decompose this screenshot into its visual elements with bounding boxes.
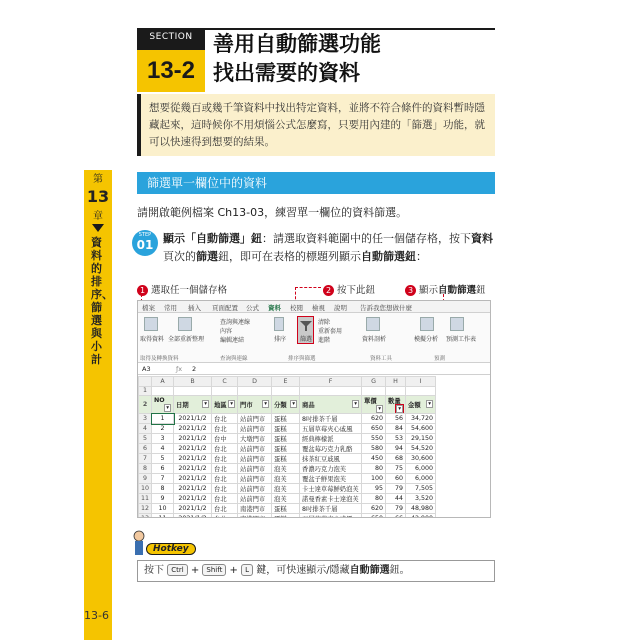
- step-text-3: 資料: [471, 232, 493, 245]
- step-text: [163, 230, 495, 266]
- cell[interactable]: 台中: [212, 434, 238, 444]
- cell[interactable]: [362, 514, 386, 518]
- callout-3-text-a: 顯示: [419, 285, 439, 296]
- row-header[interactable]: [139, 514, 152, 518]
- cell[interactable]: 80: [362, 494, 386, 504]
- header-cell-label: 日期: [176, 402, 189, 410]
- tab-insert[interactable]: 插入: [188, 304, 201, 312]
- cell[interactable]: 站前門市: [238, 454, 272, 464]
- autofilter-dropdown-icon[interactable]: ▾: [292, 401, 296, 408]
- row-header[interactable]: 4: [139, 424, 152, 434]
- cell[interactable]: 44: [386, 494, 406, 504]
- cell[interactable]: 94: [386, 444, 406, 454]
- cell[interactable]: 8: [152, 484, 174, 494]
- forecast-icon[interactable]: [450, 317, 464, 331]
- key-shift: Shift: [202, 564, 226, 576]
- column-header[interactable]: I: [406, 377, 436, 387]
- cell[interactable]: 經典檸檬派: [300, 434, 362, 444]
- cell[interactable]: 54,600: [406, 424, 436, 434]
- tab-file[interactable]: 檔案: [142, 304, 155, 312]
- cell[interactable]: 2021/1/2: [174, 424, 212, 434]
- intro-paragraph: 想要從幾百或幾千筆資料中找出特定資料，並將不符合條件的資料暫時隱藏起來，這時候你不用煩惱公式怎麼寫，只要用內建的「篩選」功能，就可以快速得到想要的結果。: [137, 94, 495, 156]
- worksheet-table: [138, 376, 436, 518]
- hotkey-text-d: 鈕。: [389, 565, 410, 576]
- cell[interactable]: 站前門市: [238, 424, 272, 434]
- tab-page-layout[interactable]: 頁面配置: [212, 304, 238, 312]
- callout-1-number: 1: [137, 285, 148, 296]
- cell[interactable]: 2021/1/2: [174, 494, 212, 504]
- forecast-button[interactable]: 預測工作表: [446, 336, 477, 343]
- funnel-icon: [299, 320, 313, 332]
- table-header-row: [139, 396, 436, 414]
- table-row: [139, 474, 436, 484]
- autofilter-dropdown-icon[interactable]: ▾: [230, 401, 234, 408]
- cell[interactable]: 1: [152, 414, 174, 424]
- cell[interactable]: [238, 514, 272, 518]
- refresh-all-button[interactable]: 全部重新整理: [168, 336, 205, 343]
- section-badge: [137, 28, 205, 92]
- table-row: [139, 504, 436, 514]
- header-cell-label: 地區: [214, 402, 227, 410]
- header-cell-label: 金額: [408, 402, 421, 410]
- cell[interactable]: [174, 386, 212, 396]
- autofilter-dropdown-icon[interactable]: ▾: [354, 401, 358, 408]
- column-header[interactable]: A: [152, 377, 174, 387]
- autofilter-dropdown-icon[interactable]: ▾: [166, 405, 170, 412]
- tab-formulas[interactable]: 公式: [246, 304, 259, 312]
- cell[interactable]: 60: [386, 474, 406, 484]
- cell[interactable]: 3,520: [406, 494, 436, 504]
- cell[interactable]: 48,980: [406, 504, 436, 514]
- cell[interactable]: 蛋糕: [272, 434, 300, 444]
- chapter-number: 13: [86, 187, 110, 206]
- cell[interactable]: 2021/1/2: [174, 434, 212, 444]
- chapter-zhang: 章: [93, 211, 103, 222]
- sort-button[interactable]: 排序: [274, 336, 287, 343]
- cell[interactable]: [272, 386, 300, 396]
- cell[interactable]: [386, 514, 406, 518]
- section-number: 13-2: [137, 50, 205, 92]
- row-header[interactable]: 8: [139, 464, 152, 474]
- cell[interactable]: 30,600: [406, 454, 436, 464]
- text-to-columns-icon[interactable]: [366, 317, 380, 331]
- cell[interactable]: 台北: [212, 444, 238, 454]
- cell[interactable]: 台北: [212, 474, 238, 484]
- cell[interactable]: 泡芙: [272, 474, 300, 484]
- column-header[interactable]: F: [300, 377, 362, 387]
- row-header[interactable]: 10: [139, 484, 152, 494]
- header-cell-label: 單價: [364, 398, 377, 406]
- tab-review[interactable]: 校閱: [290, 304, 303, 312]
- cell[interactable]: 泡芙: [272, 494, 300, 504]
- row-header[interactable]: 12: [139, 504, 152, 514]
- cell[interactable]: 6,000: [406, 464, 436, 474]
- cell[interactable]: 9: [152, 494, 174, 504]
- row-header[interactable]: 6: [139, 444, 152, 454]
- cell[interactable]: 79: [386, 484, 406, 494]
- chapter-side-tab: [84, 170, 112, 640]
- tell-me-box[interactable]: 告訴我您想做什麼: [360, 304, 412, 312]
- cell[interactable]: 站前門市: [238, 414, 272, 424]
- callout-1-text: 選取任一個儲存格: [151, 285, 228, 296]
- header-cell[interactable]: [272, 396, 300, 414]
- tab-home[interactable]: 常用: [164, 304, 177, 312]
- row-header[interactable]: 1: [139, 386, 152, 396]
- cell[interactable]: 五層草莓夾心戚風: [300, 424, 362, 434]
- header-cell[interactable]: [406, 396, 436, 414]
- properties-button[interactable]: 內容: [220, 328, 233, 335]
- column-header[interactable]: G: [362, 377, 386, 387]
- clear-button[interactable]: 清除: [318, 319, 331, 326]
- excel-screenshot: [137, 300, 491, 518]
- table-row: [139, 414, 436, 424]
- column-header[interactable]: E: [272, 377, 300, 387]
- column-header-row: [139, 377, 436, 387]
- table-row: [139, 464, 436, 474]
- header-cell[interactable]: [300, 396, 362, 414]
- group-label-sort-filter: 排序與篩選: [288, 356, 316, 362]
- cell[interactable]: [212, 514, 238, 518]
- formula-bar: [138, 364, 490, 375]
- table-row: [139, 454, 436, 464]
- callout-2-text: 按下此鈕: [337, 285, 376, 296]
- whatif-button[interactable]: 模擬分析: [414, 336, 439, 343]
- cell[interactable]: 550: [362, 434, 386, 444]
- header-cell-label: 商品: [302, 402, 315, 410]
- header-cell[interactable]: [238, 396, 272, 414]
- header-cell[interactable]: [386, 396, 406, 414]
- page-number: 13-6: [84, 609, 109, 622]
- cell[interactable]: [152, 514, 174, 518]
- header-cell[interactable]: [174, 396, 212, 414]
- cell[interactable]: 580: [362, 444, 386, 454]
- cell[interactable]: 34,720: [406, 414, 436, 424]
- cell[interactable]: 29,150: [406, 434, 436, 444]
- cell[interactable]: 75: [386, 464, 406, 474]
- cell[interactable]: 2021/1/2: [174, 454, 212, 464]
- section-title-line2: 找出需要的資料: [213, 61, 360, 85]
- cell[interactable]: 蛋糕: [272, 424, 300, 434]
- row-header[interactable]: 7: [139, 454, 152, 464]
- cell[interactable]: 8吋排茶千層: [300, 504, 362, 514]
- cell[interactable]: 620: [362, 414, 386, 424]
- group-label-forecast: 預測: [434, 356, 446, 362]
- table-row: [139, 484, 436, 494]
- row-header[interactable]: 9: [139, 474, 152, 484]
- ribbon: [138, 313, 490, 363]
- chapter-topic: 資料的排序、篩選與小計: [91, 236, 113, 366]
- column-header[interactable]: D: [238, 377, 272, 387]
- get-data-button[interactable]: 取得資料: [140, 336, 165, 343]
- step-heading: 顯示「自動篩選」鈕: [163, 232, 262, 245]
- cell[interactable]: 台北: [212, 454, 238, 464]
- cell[interactable]: 620: [362, 504, 386, 514]
- cell[interactable]: 站前門市: [238, 444, 272, 454]
- autofilter-dropdown-icon[interactable]: ▾: [264, 401, 268, 408]
- hotkey-text-b: 鍵，可快速顯示/隱藏: [256, 565, 350, 576]
- cell[interactable]: 站前門市: [238, 474, 272, 484]
- column-header[interactable]: [139, 377, 152, 387]
- cell[interactable]: 泡芙: [272, 464, 300, 474]
- cell[interactable]: 2021/1/2: [174, 444, 212, 454]
- table-row: [139, 424, 436, 434]
- hotkey-plus-1: +: [190, 565, 200, 576]
- cell[interactable]: [362, 386, 386, 396]
- autofilter-dropdown-icon[interactable]: ▾: [398, 406, 402, 413]
- cell[interactable]: 6: [152, 464, 174, 474]
- cell[interactable]: 台北: [212, 494, 238, 504]
- cell[interactable]: 84: [386, 424, 406, 434]
- callout-3-text-b: 自動篩選: [438, 285, 477, 296]
- cell[interactable]: 650: [362, 424, 386, 434]
- cell[interactable]: [406, 514, 436, 518]
- callout-2-number: 2: [323, 285, 334, 296]
- cell[interactable]: [212, 386, 238, 396]
- section-title-line1: 善用自動篩選功能: [213, 32, 381, 56]
- cell[interactable]: 2021/1/2: [174, 464, 212, 474]
- cell[interactable]: 2021/1/2: [174, 484, 212, 494]
- header-cell-label: 門市: [240, 402, 253, 410]
- cell[interactable]: 南港門市: [238, 504, 272, 514]
- cell[interactable]: 100: [362, 474, 386, 484]
- column-header[interactable]: C: [212, 377, 238, 387]
- step-text-8: ：: [416, 250, 427, 263]
- cell[interactable]: 95: [362, 484, 386, 494]
- step-badge: [132, 230, 158, 256]
- cell[interactable]: 蛋糕: [272, 454, 300, 464]
- step-text-7: 自動篩選鈕: [361, 250, 416, 263]
- cell[interactable]: 6,000: [406, 474, 436, 484]
- step-text-4: 頁次的: [163, 250, 196, 263]
- cell[interactable]: 台北: [212, 464, 238, 474]
- queries-button[interactable]: 查詢與連線: [220, 319, 251, 326]
- text-to-columns-button[interactable]: 資料剖析: [362, 336, 387, 343]
- step-text-2: ：請選取資料範圍中的任一個儲存格，按下: [262, 232, 471, 245]
- cell[interactable]: 蛋糕: [272, 414, 300, 424]
- filter-label: 篩選: [300, 336, 313, 343]
- cell[interactable]: 2021/1/2: [174, 504, 212, 514]
- filter-button[interactable]: [297, 316, 314, 344]
- table-row: [139, 514, 436, 518]
- header-cell[interactable]: [152, 396, 174, 414]
- get-data-icon[interactable]: [144, 317, 158, 331]
- column-header[interactable]: H: [386, 377, 406, 387]
- cell[interactable]: 2: [152, 424, 174, 434]
- group-label-data-tools: 資料工具: [370, 356, 393, 362]
- edit-links-button[interactable]: 編輯連結: [220, 337, 245, 344]
- table-row: [139, 386, 436, 396]
- group-label-queries: 查詢與連線: [220, 356, 248, 362]
- cell[interactable]: 站前門市: [238, 494, 272, 504]
- hotkey-box: [137, 560, 495, 582]
- cell[interactable]: 泡芙: [272, 484, 300, 494]
- cell[interactable]: 8吋排茶千層: [300, 414, 362, 424]
- cell[interactable]: 53: [386, 434, 406, 444]
- ribbon-tab-bar: [138, 301, 490, 313]
- hotkey-text-a: 按下: [144, 565, 164, 576]
- cell[interactable]: 68: [386, 454, 406, 464]
- triangle-down-icon: [92, 224, 104, 232]
- cell[interactable]: 諾曼香素卡士達泡芙: [300, 494, 362, 504]
- cell[interactable]: 79: [386, 504, 406, 514]
- hotkey-plus-2: +: [229, 565, 238, 576]
- cell[interactable]: 卡士達草莓鮮奶泡芙: [300, 484, 362, 494]
- cell[interactable]: [238, 386, 272, 396]
- tab-view[interactable]: 檢視: [312, 304, 325, 312]
- column-header[interactable]: B: [174, 377, 212, 387]
- hotkey-label: Hotkey: [146, 543, 196, 555]
- cell[interactable]: 台北: [212, 484, 238, 494]
- instruction-paragraph: 請開啟範例檔案 Ch13-03，練習單一欄位的資料篩選。: [137, 206, 408, 219]
- chapter-di: 第: [93, 174, 103, 185]
- advanced-button[interactable]: 進階: [318, 337, 331, 344]
- cell[interactable]: 4: [152, 444, 174, 454]
- cell[interactable]: 蛋糕: [272, 444, 300, 454]
- cell[interactable]: 450: [362, 454, 386, 464]
- section-label: SECTION: [149, 32, 193, 42]
- cell[interactable]: [406, 386, 436, 396]
- cell[interactable]: 站前門市: [238, 464, 272, 474]
- step-badge-label: STEP: [138, 232, 152, 238]
- cell[interactable]: 台北: [212, 504, 238, 514]
- key-l: L: [241, 564, 253, 576]
- cell[interactable]: 5: [152, 454, 174, 464]
- cell[interactable]: 54,520: [406, 444, 436, 454]
- reapply-button[interactable]: 重新套用: [318, 328, 343, 335]
- key-ctrl: Ctrl: [167, 564, 187, 576]
- cell[interactable]: 香濃巧克力泡芙: [300, 464, 362, 474]
- section-title: [213, 30, 381, 88]
- cell[interactable]: [386, 386, 406, 396]
- tab-help[interactable]: 說明: [334, 304, 347, 312]
- formula-input[interactable]: 2: [192, 365, 197, 373]
- table-row: [139, 494, 436, 504]
- row-header[interactable]: 5: [139, 434, 152, 444]
- callout-1: [137, 282, 227, 296]
- worksheet-grid: [138, 376, 490, 518]
- tab-data[interactable]: 資料: [268, 304, 281, 312]
- cell[interactable]: 2021/1/2: [174, 474, 212, 484]
- cell[interactable]: 台北: [212, 414, 238, 424]
- cell[interactable]: [300, 386, 362, 396]
- header-cell[interactable]: [362, 396, 386, 414]
- header-cell-label: NO: [154, 397, 165, 405]
- step-badge-number: 01: [136, 238, 154, 252]
- callout-2: [323, 282, 375, 296]
- name-box[interactable]: A3: [142, 365, 151, 373]
- cell[interactable]: 80: [362, 464, 386, 474]
- autofilter-dropdown-icon[interactable]: ▾: [378, 406, 382, 413]
- cell[interactable]: 站前門市: [238, 484, 272, 494]
- subsection-heading: 篩選單一欄位中的資料: [137, 172, 495, 194]
- cell[interactable]: 蛋糕: [272, 504, 300, 514]
- group-label-get: 取得及轉換資料: [140, 356, 179, 362]
- cell[interactable]: 10: [152, 504, 174, 514]
- cell[interactable]: 台北: [212, 424, 238, 434]
- whatif-icon[interactable]: [420, 317, 434, 331]
- callout-3: [405, 282, 486, 296]
- person-icon: [131, 530, 147, 558]
- cell[interactable]: 56: [386, 414, 406, 424]
- cell[interactable]: [152, 386, 174, 396]
- cell[interactable]: 7: [152, 474, 174, 484]
- callout-3-number: 3: [405, 285, 416, 296]
- sort-icon[interactable]: [274, 317, 284, 331]
- table-row: [139, 434, 436, 444]
- callout-3-text-c: 鈕: [476, 285, 486, 296]
- cell[interactable]: 3: [152, 434, 174, 444]
- table-row: [139, 444, 436, 454]
- row-header[interactable]: 2: [139, 396, 152, 414]
- cell[interactable]: 覆盆莓巧克力乳酪: [300, 444, 362, 454]
- cell[interactable]: [174, 514, 212, 518]
- cell[interactable]: 抹茶紅豆戚風: [300, 454, 362, 464]
- header-cell[interactable]: [212, 396, 238, 414]
- autofilter-dropdown-icon[interactable]: ▾: [204, 401, 208, 408]
- header-cell-label: 數量: [388, 398, 401, 406]
- callout-2-leader: [295, 287, 321, 288]
- hotkey-text-c: 自動篩選: [349, 565, 390, 576]
- header-cell-label: 分類: [274, 402, 287, 410]
- refresh-icon[interactable]: [178, 317, 192, 331]
- cell[interactable]: [300, 514, 362, 518]
- cell[interactable]: 大墩門市: [238, 434, 272, 444]
- cell[interactable]: 7,505: [406, 484, 436, 494]
- autofilter-dropdown-icon[interactable]: ▾: [428, 401, 432, 408]
- cell[interactable]: [272, 514, 300, 518]
- row-header[interactable]: 3: [139, 414, 152, 424]
- step-text-6: 鈕，即可在表格的標題列顯示: [218, 250, 361, 263]
- step-text-5: 篩選: [196, 250, 218, 263]
- row-header[interactable]: 11: [139, 494, 152, 504]
- cell[interactable]: 覆盆子鮮果泡芙: [300, 474, 362, 484]
- fx-icon: ƒx: [176, 365, 183, 373]
- cell[interactable]: 2021/1/2: [174, 414, 212, 424]
